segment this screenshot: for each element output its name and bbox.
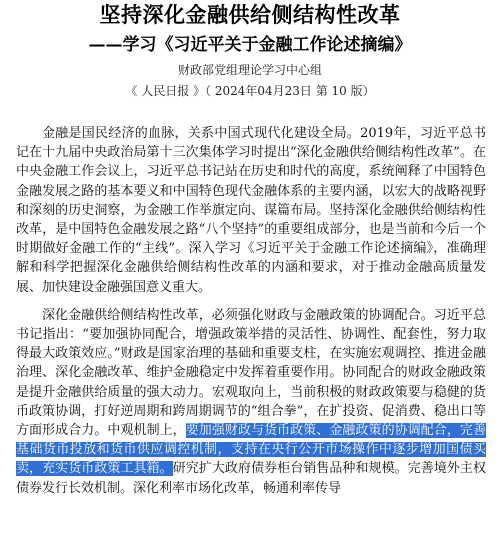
paragraph-2 [16,306,486,498]
article-subtitle: ——学习《习近平关于金融工作论述摘编》 [88,35,412,55]
paragraph-1: 金融是国民经济的血脉，关系中国式现代化建设全局。2019年，习近平总书记在十九届中央政治局第十三次集体学习时提出“深化金融供给侧结构性改革”。在中央金融工作会议上，习近平总书记站在历史和时代的高度，系统阐释了中国特色金融发展之路的基本要义和中国特色现代金融体系的主要内涵，以宏大的战略视野和深刻的历史洞察，为金融工作举旗定向、谋篇布局。坚持深化金融供给侧结构性改革，是中国特色金融发展之路“八个坚持”的重要组成部分，也是当前和今后一个时期做好金融工作的“主线”。深入学习《习近平关于金融工作论述摘编》，准确理解和科学把握深化金融供给侧结构性改革的内涵和要求，对于推动金融高质量发展、加快建设金融强国意义重大。 [16,126,486,295]
article-source: 《 人民日报 》（ 2024年04月23日 第 10 版） [125,84,375,98]
article-author: 财政部党组理论学习中心组 [177,63,322,77]
paragraph-2-continuation: 研究扩大政府债券柜台销售品种和规模。完善境外主权债券发行长效机制。深化利率市场化改革，畅通利率传导 [16,461,486,496]
article-body [16,124,486,507]
selected-text-highlight[interactable]: 要加强财政与货币政策、金融政策的协调配合，完善基础货币投放和货币供应调控机制，支持在央行公开市场操作中逐步增加国债买卖，充实货币政策工具箱。 [16,423,486,477]
article-title: 坚持深化金融供给侧结构性改革 [99,2,401,27]
paragraph-2-text: 深化金融供给侧结构性改革，必须强化财政与金融政策的协调配合。习近平总书记指出：“要加强协同配合，增强政策举措的灵活性、协调性、配套性，努力取得最大政策效应。”财政是国家治理的基础和重要支柱，在实施宏观调控、推进金融治理、深化金融改革、维护金融稳定中发挥着重要作用。协同配合的财政金融政策是提升金融供给质量的强大动力。宏观取向上，当前积极的财政政策要与稳健的货币政策协调，打好逆周期和跨周期调节的“组合拳”，在扩投资、促消费、稳出口等方面形成合力。中观机制上， [16,307,486,439]
